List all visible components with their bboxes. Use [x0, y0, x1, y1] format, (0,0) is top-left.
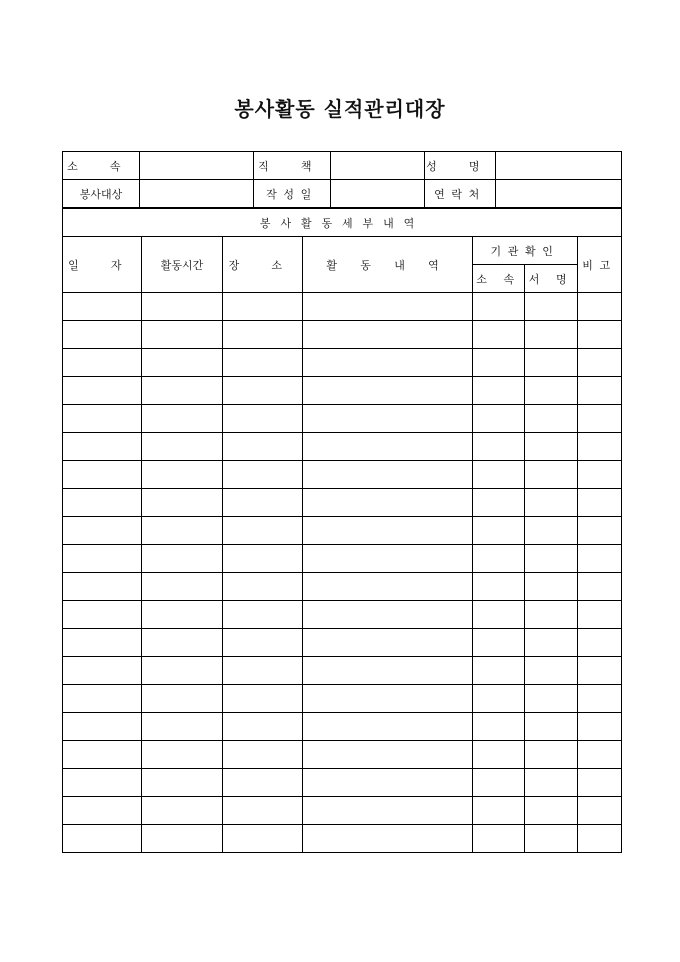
- hours-cell[interactable]: [142, 405, 223, 433]
- table-row: [63, 377, 622, 405]
- date-cell[interactable]: [63, 741, 142, 769]
- affiliation-cell[interactable]: [473, 769, 525, 797]
- affiliation-cell[interactable]: [473, 825, 525, 853]
- date-cell[interactable]: [63, 657, 142, 685]
- affiliation-cell[interactable]: [473, 545, 525, 573]
- remarks-cell[interactable]: [578, 349, 622, 377]
- remarks-cell[interactable]: [578, 573, 622, 601]
- remarks-cell[interactable]: [578, 769, 622, 797]
- affiliation-cell[interactable]: [473, 321, 525, 349]
- affiliation-cell[interactable]: [473, 489, 525, 517]
- content-cell[interactable]: [303, 657, 473, 685]
- section-title: 봉사활동세부내역: [63, 209, 622, 237]
- affiliation-cell[interactable]: [473, 433, 525, 461]
- table-row: [63, 601, 622, 629]
- remarks-cell[interactable]: [578, 405, 622, 433]
- table-row: [63, 433, 622, 461]
- position-label: 직 책: [254, 152, 331, 180]
- hours-cell[interactable]: [142, 685, 223, 713]
- place-cell[interactable]: [223, 489, 303, 517]
- table-row: [63, 405, 622, 433]
- service-target-label: 봉사대상: [63, 180, 140, 208]
- hours-cell[interactable]: [142, 713, 223, 741]
- date-cell[interactable]: [63, 601, 142, 629]
- content-cell[interactable]: [303, 685, 473, 713]
- confirm-signature-header: 서 명: [525, 265, 578, 293]
- detail-rows: [63, 293, 622, 853]
- hours-cell[interactable]: [142, 601, 223, 629]
- signature-cell[interactable]: [525, 377, 578, 405]
- info-table: [62, 151, 622, 208]
- signature-cell[interactable]: [525, 825, 578, 853]
- remarks-cell[interactable]: [578, 825, 622, 853]
- hours-cell[interactable]: [142, 573, 223, 601]
- hours-cell[interactable]: [142, 489, 223, 517]
- place-cell[interactable]: [223, 573, 303, 601]
- signature-cell[interactable]: [525, 545, 578, 573]
- place-cell[interactable]: [223, 797, 303, 825]
- remarks-cell[interactable]: [578, 797, 622, 825]
- content-cell[interactable]: [303, 629, 473, 657]
- remarks-cell[interactable]: [578, 433, 622, 461]
- signature-cell[interactable]: [525, 797, 578, 825]
- date-cell[interactable]: [63, 489, 142, 517]
- date-cell[interactable]: [63, 629, 142, 657]
- date-cell[interactable]: [63, 545, 142, 573]
- info-row: [63, 180, 622, 208]
- table-row: [63, 573, 622, 601]
- remarks-cell[interactable]: [578, 685, 622, 713]
- remarks-cell[interactable]: [578, 489, 622, 517]
- remarks-cell[interactable]: [578, 629, 622, 657]
- hours-cell[interactable]: [142, 461, 223, 489]
- signature-cell[interactable]: [525, 461, 578, 489]
- confirm-header: 기관확인: [473, 237, 578, 265]
- content-cell[interactable]: [303, 461, 473, 489]
- place-cell[interactable]: [223, 657, 303, 685]
- signature-cell[interactable]: [525, 573, 578, 601]
- name-field[interactable]: [496, 152, 622, 180]
- affiliation-cell[interactable]: [473, 517, 525, 545]
- section-title-row: [63, 209, 622, 237]
- remarks-cell[interactable]: [578, 293, 622, 321]
- affiliation-cell[interactable]: [473, 629, 525, 657]
- content-cell[interactable]: [303, 713, 473, 741]
- affiliation-cell[interactable]: [473, 349, 525, 377]
- place-cell[interactable]: [223, 545, 303, 573]
- remarks-header: 비고: [578, 237, 622, 293]
- date-cell[interactable]: [63, 293, 142, 321]
- date-cell[interactable]: [63, 405, 142, 433]
- table-row: [63, 713, 622, 741]
- signature-cell[interactable]: [525, 769, 578, 797]
- remarks-cell[interactable]: [578, 377, 622, 405]
- date-cell[interactable]: [63, 573, 142, 601]
- place-cell[interactable]: [223, 769, 303, 797]
- page-title: 봉사활동 실적관리대장: [234, 97, 446, 121]
- contact-field[interactable]: [496, 180, 622, 208]
- place-cell[interactable]: [223, 461, 303, 489]
- date-cell[interactable]: [63, 321, 142, 349]
- remarks-cell[interactable]: [578, 713, 622, 741]
- contact-label: 연락처: [425, 180, 496, 208]
- hours-cell[interactable]: [142, 349, 223, 377]
- place-header: 장 소: [223, 237, 303, 293]
- hours-header: 활동시간: [142, 237, 223, 293]
- content-cell[interactable]: [303, 433, 473, 461]
- affiliation-cell[interactable]: [473, 377, 525, 405]
- info-row: [63, 152, 622, 180]
- remarks-cell[interactable]: [578, 517, 622, 545]
- affiliation-cell[interactable]: [473, 601, 525, 629]
- content-cell[interactable]: [303, 517, 473, 545]
- table-row: [63, 461, 622, 489]
- content-cell[interactable]: [303, 377, 473, 405]
- date-cell[interactable]: [63, 377, 142, 405]
- place-cell[interactable]: [223, 713, 303, 741]
- place-cell[interactable]: [223, 321, 303, 349]
- content-cell[interactable]: [303, 405, 473, 433]
- place-cell[interactable]: [223, 293, 303, 321]
- table-row: [63, 741, 622, 769]
- table-row: [63, 657, 622, 685]
- table-row: [63, 769, 622, 797]
- service-target-field[interactable]: [140, 180, 254, 208]
- content-cell[interactable]: [303, 741, 473, 769]
- date-cell[interactable]: [63, 685, 142, 713]
- signature-cell[interactable]: [525, 741, 578, 769]
- affiliation-field[interactable]: [140, 152, 254, 180]
- table-row: [63, 293, 622, 321]
- hours-cell[interactable]: [142, 825, 223, 853]
- confirm-affiliation-header: 소 속: [473, 265, 525, 293]
- place-cell[interactable]: [223, 349, 303, 377]
- remarks-cell[interactable]: [578, 461, 622, 489]
- date-header: 일 자: [63, 237, 142, 293]
- table-row: [63, 489, 622, 517]
- affiliation-label: 소 속: [63, 152, 140, 180]
- affiliation-cell[interactable]: [473, 685, 525, 713]
- hours-cell[interactable]: [142, 293, 223, 321]
- place-cell[interactable]: [223, 601, 303, 629]
- hours-cell[interactable]: [142, 377, 223, 405]
- position-field[interactable]: [331, 152, 425, 180]
- remarks-cell[interactable]: [578, 657, 622, 685]
- content-cell[interactable]: [303, 321, 473, 349]
- signature-cell[interactable]: [525, 657, 578, 685]
- hours-cell[interactable]: [142, 629, 223, 657]
- table-row: [63, 321, 622, 349]
- hours-cell[interactable]: [142, 545, 223, 573]
- header-row: [63, 237, 622, 265]
- signature-cell[interactable]: [525, 349, 578, 377]
- affiliation-cell[interactable]: [473, 573, 525, 601]
- content-cell[interactable]: [303, 489, 473, 517]
- hours-cell[interactable]: [142, 741, 223, 769]
- hours-cell[interactable]: [142, 657, 223, 685]
- affiliation-cell[interactable]: [473, 293, 525, 321]
- table-row: [63, 629, 622, 657]
- content-cell[interactable]: [303, 601, 473, 629]
- signature-cell[interactable]: [525, 713, 578, 741]
- date-cell[interactable]: [63, 349, 142, 377]
- signature-cell[interactable]: [525, 433, 578, 461]
- content-cell[interactable]: [303, 825, 473, 853]
- affiliation-cell[interactable]: [473, 657, 525, 685]
- date-cell[interactable]: [63, 517, 142, 545]
- date-cell[interactable]: [63, 461, 142, 489]
- place-cell[interactable]: [223, 433, 303, 461]
- signature-cell[interactable]: [525, 489, 578, 517]
- place-cell[interactable]: [223, 517, 303, 545]
- table-row: [63, 825, 622, 853]
- content-cell[interactable]: [303, 349, 473, 377]
- place-cell[interactable]: [223, 685, 303, 713]
- date-cell[interactable]: [63, 433, 142, 461]
- place-cell[interactable]: [223, 629, 303, 657]
- signature-cell[interactable]: [525, 629, 578, 657]
- remarks-cell[interactable]: [578, 321, 622, 349]
- content-cell[interactable]: [303, 573, 473, 601]
- signature-cell[interactable]: [525, 293, 578, 321]
- affiliation-cell[interactable]: [473, 405, 525, 433]
- hours-cell[interactable]: [142, 517, 223, 545]
- date-cell[interactable]: [63, 797, 142, 825]
- content-cell[interactable]: [303, 797, 473, 825]
- place-cell[interactable]: [223, 825, 303, 853]
- written-date-field[interactable]: [331, 180, 425, 208]
- table-row: [63, 545, 622, 573]
- affiliation-cell[interactable]: [473, 741, 525, 769]
- remarks-cell[interactable]: [578, 545, 622, 573]
- affiliation-cell[interactable]: [473, 713, 525, 741]
- affiliation-cell[interactable]: [473, 797, 525, 825]
- name-label: 성 명: [425, 152, 496, 180]
- written-date-label: 작성일: [254, 180, 331, 208]
- signature-cell[interactable]: [525, 517, 578, 545]
- content-cell[interactable]: [303, 545, 473, 573]
- content-header: 활 동 내 역: [303, 237, 473, 293]
- content-cell[interactable]: [303, 769, 473, 797]
- signature-cell[interactable]: [525, 685, 578, 713]
- hours-cell[interactable]: [142, 433, 223, 461]
- table-row: [63, 685, 622, 713]
- date-cell[interactable]: [63, 825, 142, 853]
- content-cell[interactable]: [303, 293, 473, 321]
- place-cell[interactable]: [223, 377, 303, 405]
- place-cell[interactable]: [223, 741, 303, 769]
- date-cell[interactable]: [63, 769, 142, 797]
- remarks-cell[interactable]: [578, 741, 622, 769]
- table-row: [63, 349, 622, 377]
- remarks-cell[interactable]: [578, 601, 622, 629]
- table-row: [63, 797, 622, 825]
- signature-cell[interactable]: [525, 601, 578, 629]
- signature-cell[interactable]: [525, 405, 578, 433]
- date-cell[interactable]: [63, 713, 142, 741]
- affiliation-cell[interactable]: [473, 461, 525, 489]
- detail-table: [62, 208, 622, 853]
- hours-cell[interactable]: [142, 797, 223, 825]
- table-row: [63, 517, 622, 545]
- place-cell[interactable]: [223, 405, 303, 433]
- hours-cell[interactable]: [142, 321, 223, 349]
- hours-cell[interactable]: [142, 769, 223, 797]
- signature-cell[interactable]: [525, 321, 578, 349]
